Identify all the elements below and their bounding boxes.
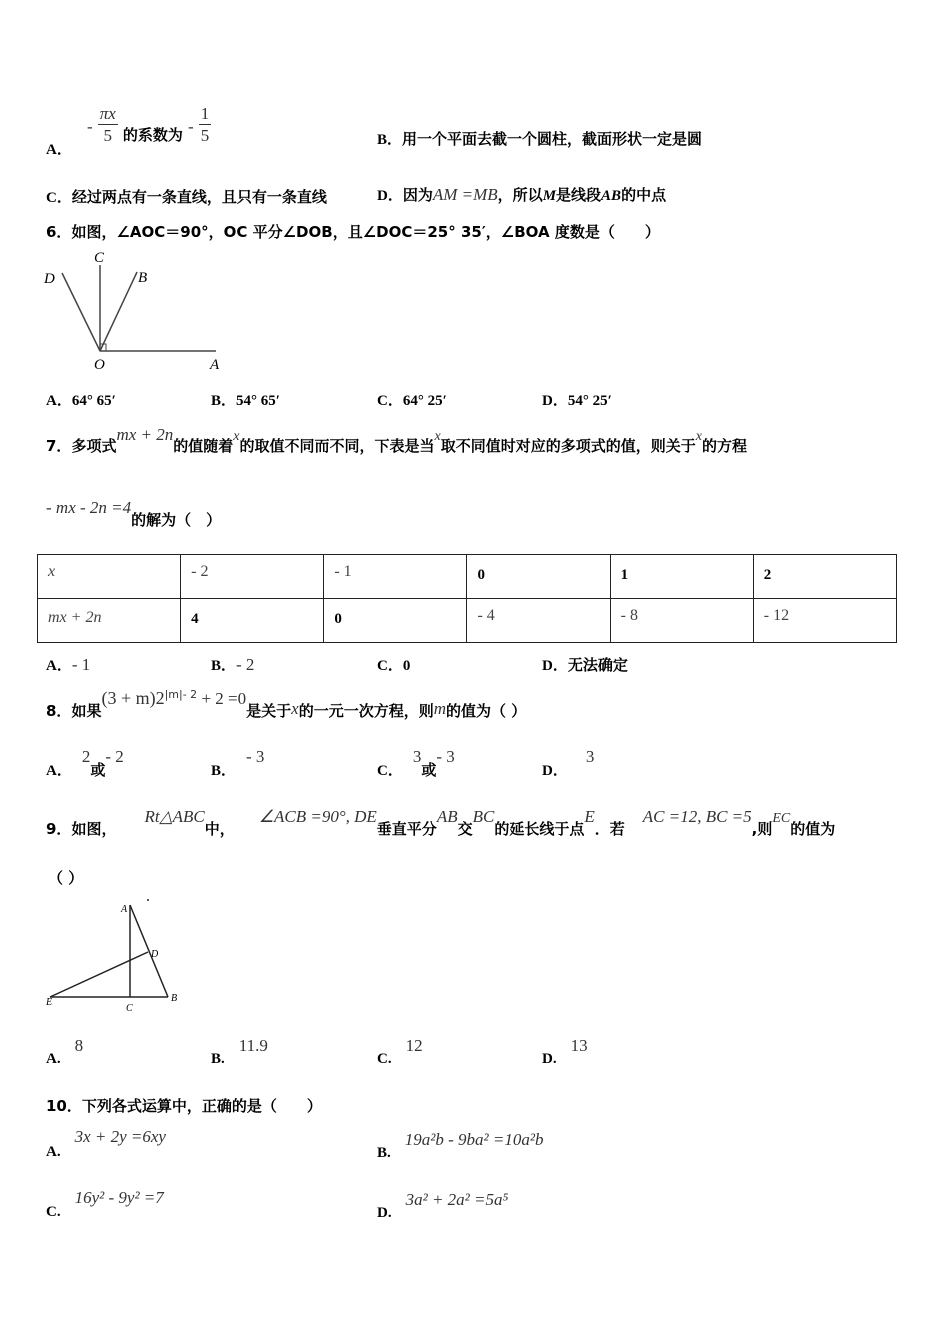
- label-c: C: [126, 1003, 133, 1014]
- q5-option-d[interactable]: D．因为AM =MB，所以M是线段AB的中点: [377, 185, 667, 204]
- q5-option-a[interactable]: A． - $\frac{\pi x}{5}$ 的系数为 - $\frac{1}{5}$: [46, 104, 210, 158]
- option-label: A．: [46, 142, 72, 158]
- q7-equation-line: - mx - 2n =4的解为（ ）: [46, 498, 222, 529]
- q8-option-b[interactable]: B．- 3: [211, 747, 265, 779]
- label-a: A: [121, 904, 128, 915]
- q7-option-d[interactable]: D．无法确定: [542, 656, 628, 674]
- q9-option-c[interactable]: C.12: [377, 1036, 423, 1067]
- label-d: D: [151, 949, 159, 960]
- q9-answer-paren: （ ）: [48, 869, 84, 887]
- label-c: C: [94, 250, 105, 266]
- q9-option-a[interactable]: A.8: [46, 1036, 84, 1067]
- q6-angle-figure: [40, 245, 240, 375]
- q8-option-c[interactable]: C．3或- 3: [377, 747, 455, 779]
- q6-option-b[interactable]: B．54° 65′: [211, 393, 280, 409]
- label-b: B: [138, 270, 148, 286]
- q6-option-d[interactable]: D．54° 25′: [542, 393, 612, 409]
- q9-stem: 9．如图，Rt△ABC中，∠ACB =90°, DE垂直平分AB交BC的延长线于点E．若AC =12, BC =5,则EC的值为: [46, 807, 836, 838]
- label-e: E: [46, 997, 53, 1008]
- q7-value-table: [37, 554, 897, 643]
- q8-stem: 8．如果$(3 + m)2^{|m|- 2} + 2 =0$是关于x的一元一次方程，则m的值为（ ）: [46, 688, 527, 720]
- fraction: $\frac{\pi x}{5}$: [99, 104, 116, 145]
- q7-stem: 7．多项式mx + 2n的值随着x的取值不同而不同，下表是当x取不同值时对应的多项式的值，则关于x的方程: [46, 425, 747, 455]
- label-o: O: [94, 357, 105, 373]
- q6-stem: 6．如图，∠AOC＝90°，OC 平分∠DOB，且∠DOC＝25° 35′，∠BOA 度数是（ ）: [46, 223, 660, 241]
- q10-option-a[interactable]: A.3x + 2y =6xy: [46, 1127, 166, 1160]
- q10-option-c[interactable]: C.16y² - 9y² =7: [46, 1188, 164, 1220]
- q9-option-d[interactable]: D.13: [542, 1036, 588, 1067]
- fraction: $\frac{1}{5}$: [200, 104, 210, 145]
- label-d: D: [44, 271, 55, 287]
- q9-option-b[interactable]: B.11.9: [211, 1036, 268, 1067]
- q5-option-b[interactable]: B．用一个平面去截一个圆柱，截面形状一定是圆: [377, 130, 703, 148]
- label-a: A: [210, 357, 220, 373]
- q10-option-b[interactable]: B.19a²b - 9ba² =10a²b: [377, 1130, 544, 1161]
- q7-option-b[interactable]: B．- 2: [211, 655, 255, 674]
- table-row: mx + 2n 4 0 - 4 - 8 - 12: [38, 599, 897, 643]
- q8-option-a[interactable]: A．2或- 2: [46, 747, 124, 779]
- q10-stem: 10．下列各式运算中，正确的是（ ）: [46, 1097, 322, 1115]
- q7-option-c[interactable]: C．0: [377, 658, 411, 674]
- label-b: B: [171, 993, 178, 1004]
- q8-option-d[interactable]: D．3: [542, 747, 595, 779]
- q9-triangle-figure: [40, 893, 200, 1018]
- q5-option-c[interactable]: C．经过两点有一条直线，且只有一条直线: [46, 188, 327, 206]
- q10-option-d[interactable]: D.3a² + 2a² =5a⁵: [377, 1190, 509, 1221]
- q7-option-a[interactable]: A．- 1: [46, 655, 91, 674]
- q6-option-c[interactable]: C．64° 25′: [377, 393, 447, 409]
- table-row: x - 2 - 1 0 1 2: [38, 555, 897, 599]
- q6-option-a[interactable]: A．64° 65′: [46, 393, 116, 409]
